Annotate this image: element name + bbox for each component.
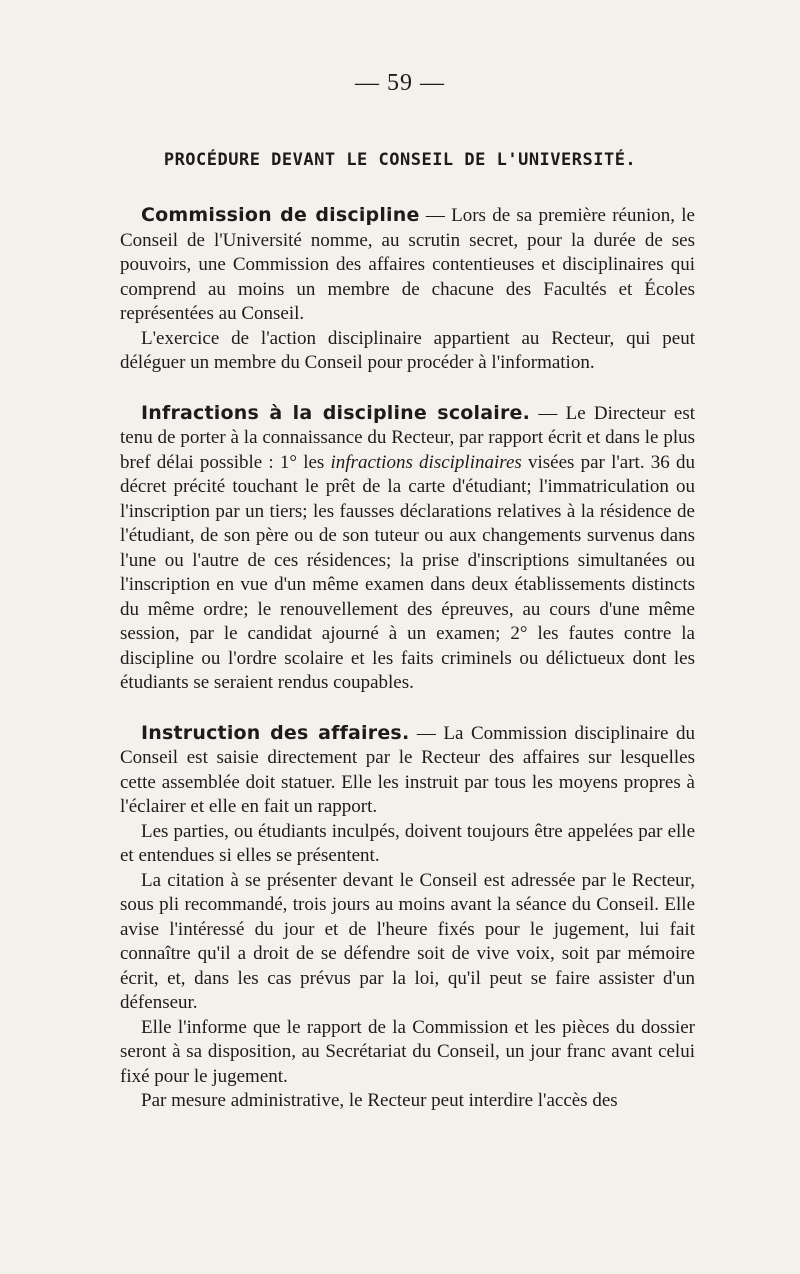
paragraph-mesure: Par mesure administrative, le Recteur peut interdire l'accès des bbox=[141, 1090, 618, 1111]
paragraph-text: — Lors de sa première réunion, le Conseil de l'Université nomme, au scrutin secret, pour la durée de ses pouvoirs, une Commission des affaires contentieuses et disciplinaires qui comprend au moins un membre de chacune des Facultés et Écoles représentées au Conseil. bbox=[120, 205, 695, 324]
section-heading-instruction: Instruction des affaires. bbox=[141, 721, 410, 744]
page-body bbox=[120, 203, 695, 1114]
chapter-title: PROCÉDURE DEVANT LE CONSEIL DE L'UNIVERSITÉ. bbox=[163, 150, 637, 170]
paragraph-text: — La Commission disciplinaire du Conseil est saisie directement par le Recteur des affaires sur lesquelles cette assemblée doit statuer. Elle les instruit par tous les moyens propres à l'éclairer et elle en fait un rapport. bbox=[120, 722, 695, 817]
paragraph-parties: Les parties, ou étudiants inculpés, doivent toujours être appelées par elle et entendues si elles se présentent. bbox=[120, 820, 695, 866]
paragraph-infractions bbox=[120, 401, 695, 696]
paragraph-text: — Le Directeur est tenu de porter à la connaissance du Recteur, par rapport écrit et dans le plus bref délai possible : 1° les bbox=[120, 402, 695, 473]
section-heading-commission: Commission de discipline bbox=[141, 204, 420, 226]
paragraph-dossier: Elle l'informe que le rapport de la Commission et les pièces du dossier seront à sa disposition, au Secrétariat du Conseil, un jour franc avant celui fixé pour le jugement. bbox=[120, 1016, 695, 1087]
italic-term: infractions disciplinaires bbox=[330, 451, 522, 473]
page-number: — 59 — bbox=[355, 70, 445, 96]
section-heading-infractions: Infractions à la discipline scolaire. bbox=[141, 401, 531, 424]
paragraph-action-disciplinaire: L'exercice de l'action disciplinaire appartient au Recteur, qui peut déléguer un membre du Conseil pour procéder à l'information. bbox=[120, 327, 695, 373]
paragraph-commission bbox=[120, 203, 695, 327]
paragraph-citation: La citation à se présenter devant le Conseil est adressée par le Recteur, sous pli recommandé, trois jours au moins avant la séance du Conseil. Elle avise l'intéressé du jour et de l'heure fixés pour le jugement, lui fait connaître qu'il a droit de se défendre soit de vive voix, soit par mémoire écrit, et, dans les cas prévus par la loi, qu'il peut se faire assister d'un défenseur. bbox=[120, 869, 695, 1013]
paragraph-text: visées par l'art. 36 du décret précité touchant le prêt de la carte d'étudiant; l'immatriculation ou l'inscription par un tiers; les fausses déclarations relatives à la résidence de l'étudiant, de son père ou de son tuteur ou aux changements survenus dans l'une ou l'autre de ces résidences; la prise d'inscriptions simultanées ou l'inscription en vue d'un même examen dans deux établissements distincts du même ordre; le renouvellement des épreuves, au cours d'une même session, par le candidat ajourné à un examen; 2° les fautes contre la discipline ou l'ordre scolaire et les faits criminels ou délictueux dont les étudiants se seraient rendus coupables. bbox=[120, 451, 695, 693]
paragraph-instruction bbox=[120, 721, 695, 820]
